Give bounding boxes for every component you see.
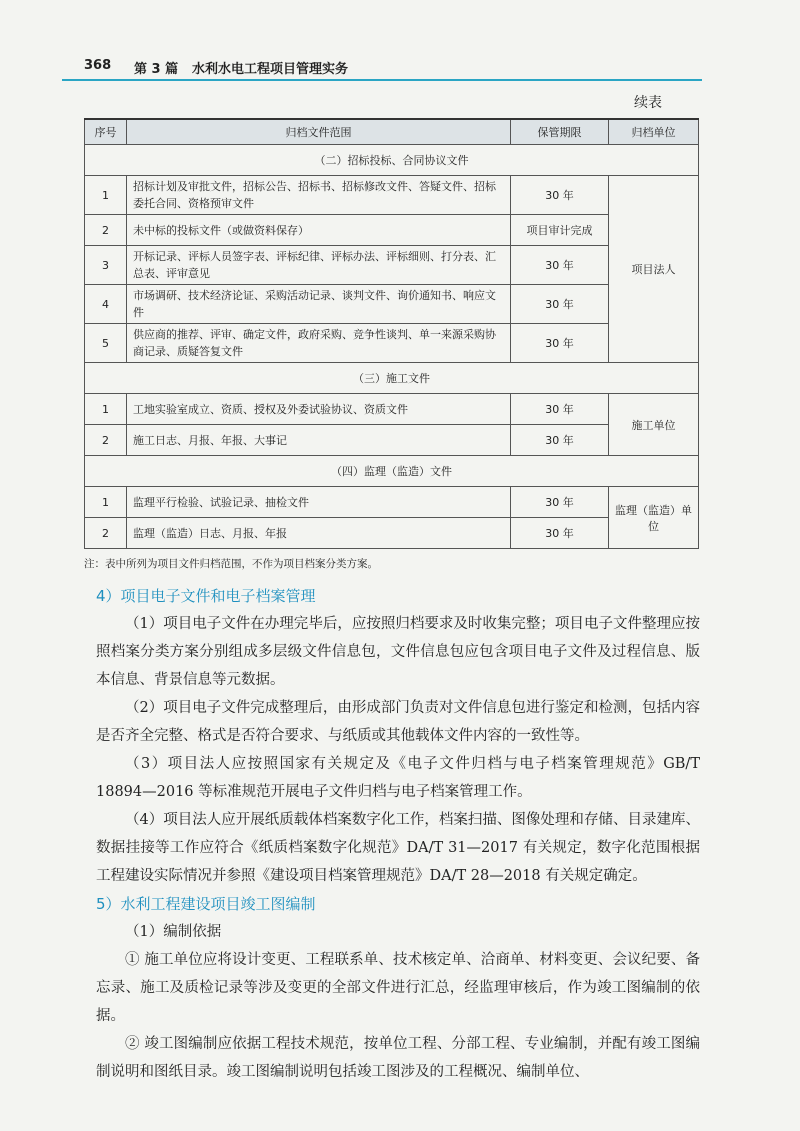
row-period: 30 年 bbox=[511, 394, 609, 425]
part-label: 第 3 篇 bbox=[134, 62, 179, 77]
row-unit: 施工单位 bbox=[609, 394, 699, 456]
running-header bbox=[62, 58, 702, 80]
paragraph: ① 施工单位应将设计变更、工程联系单、技术核定单、洽商单、材料变更、会议纪要、备忘录、施工及质检记录等涉及变更的全部文件进行汇总，经监理审核后，作为竣工图编制的依据。 bbox=[96, 952, 700, 1024]
section-title: （二）招标投标、合同协议文件 bbox=[85, 145, 699, 176]
paragraph: （1）编制依据 bbox=[125, 924, 222, 940]
row-period: 30 年 bbox=[511, 487, 609, 518]
paragraph: ② 竣工图编制应依据工程技术规范，按单位工程、分部工程、专业编制，并配有竣工图编制说明和图纸目录。竣工图编制说明包括竣工图涉及的工程概况、编制单位、 bbox=[96, 1036, 700, 1080]
row-scope: 监理（监造）日志、月报、年报 bbox=[127, 518, 511, 549]
row-number: 2 bbox=[85, 518, 127, 549]
page-number: 368 bbox=[84, 58, 112, 73]
row-number: 5 bbox=[85, 324, 127, 363]
col-header: 序号 bbox=[85, 119, 127, 145]
table-note: 注：表中所列为项目文件归档范围，不作为项目档案分类方案。 bbox=[84, 558, 378, 570]
archive-table bbox=[84, 118, 699, 549]
row-period: 30 年 bbox=[511, 518, 609, 549]
row-period: 30 年 bbox=[511, 246, 609, 285]
row-scope: 工地实验室成立、资质、授权及外委试验协议、资质文件 bbox=[127, 394, 511, 425]
paragraph: （3）项目法人应按照国家有关规定及《电子文件归档与电子档案管理规范》GB/T 18894—2016 等标准规范开展电子文件归档与电子档案管理工作。 bbox=[96, 756, 700, 800]
row-period: 30 年 bbox=[511, 176, 609, 215]
section-heading: 5）水利工程建设项目竣工图编制 bbox=[96, 895, 316, 913]
row-period: 30 年 bbox=[511, 425, 609, 456]
row-number: 2 bbox=[85, 425, 127, 456]
row-period: 30 年 bbox=[511, 285, 609, 324]
row-scope: 供应商的推荐、评审、确定文件，政府采购、竞争性谈判、单一来源采购协商记录、质疑答复文件 bbox=[127, 324, 511, 363]
header-rule bbox=[62, 79, 702, 81]
paragraph: （2）项目电子文件完成整理后，由形成部门负责对文件信息包进行鉴定和检测，包括内容是否齐全完整、格式是否符合要求、与纸质或其他载体文件内容的一致性等。 bbox=[96, 700, 700, 744]
row-scope: 未中标的投标文件（或做资料保存） bbox=[127, 215, 511, 246]
row-scope: 招标计划及审批文件，招标公告、招标书、招标修改文件、答疑文件、招标委托合同、资格预审文件 bbox=[127, 176, 511, 215]
row-scope: 监理平行检验、试验记录、抽检文件 bbox=[127, 487, 511, 518]
paragraph: （4）项目法人应开展纸质载体档案数字化工作，档案扫描、图像处理和存储、目录建库、数据挂接等工作应符合《纸质档案数字化规范》DA/T 31—2017 有关规定，数字化范围根据工程建设实际情况并参照《建设项目档案管理规范》DA/T 28—2018 有关规定确定。 bbox=[96, 812, 700, 884]
continued-label: 续表 bbox=[634, 95, 662, 111]
col-header: 归档单位 bbox=[609, 119, 699, 145]
row-unit: 监理（监造）单位 bbox=[609, 487, 699, 549]
row-number: 1 bbox=[85, 394, 127, 425]
row-scope: 开标记录、评标人员签字表、评标纪律、评标办法、评标细则、打分表、汇总表、评审意见 bbox=[127, 246, 511, 285]
row-period: 30 年 bbox=[511, 324, 609, 363]
row-scope: 市场调研、技术经济论证、采购活动记录、谈判文件、询价通知书、响应文件 bbox=[127, 285, 511, 324]
section-title: （四）监理（监造）文件 bbox=[85, 456, 699, 487]
row-number: 2 bbox=[85, 215, 127, 246]
section-heading: 4）项目电子文件和电子档案管理 bbox=[96, 587, 316, 605]
paragraph: （1）项目电子文件在办理完毕后，应按照归档要求及时收集完整；项目电子文件整理应按照档案分类方案分别组成多层级文件信息包，文件信息包应包含项目电子文件及过程信息、版本信息、背景信息等元数据。 bbox=[96, 616, 700, 688]
body-text bbox=[96, 582, 700, 1086]
col-header: 归档文件范围 bbox=[127, 119, 511, 145]
row-number: 1 bbox=[85, 487, 127, 518]
section-title: （三）施工文件 bbox=[85, 363, 699, 394]
row-number: 3 bbox=[85, 246, 127, 285]
row-period: 项目审计完成 bbox=[511, 215, 609, 246]
col-header: 保管期限 bbox=[511, 119, 609, 145]
row-number: 4 bbox=[85, 285, 127, 324]
book-title: 水利水电工程项目管理实务 bbox=[192, 62, 349, 77]
row-unit: 项目法人 bbox=[609, 176, 699, 363]
row-scope: 施工日志、月报、年报、大事记 bbox=[127, 425, 511, 456]
row-number: 1 bbox=[85, 176, 127, 215]
